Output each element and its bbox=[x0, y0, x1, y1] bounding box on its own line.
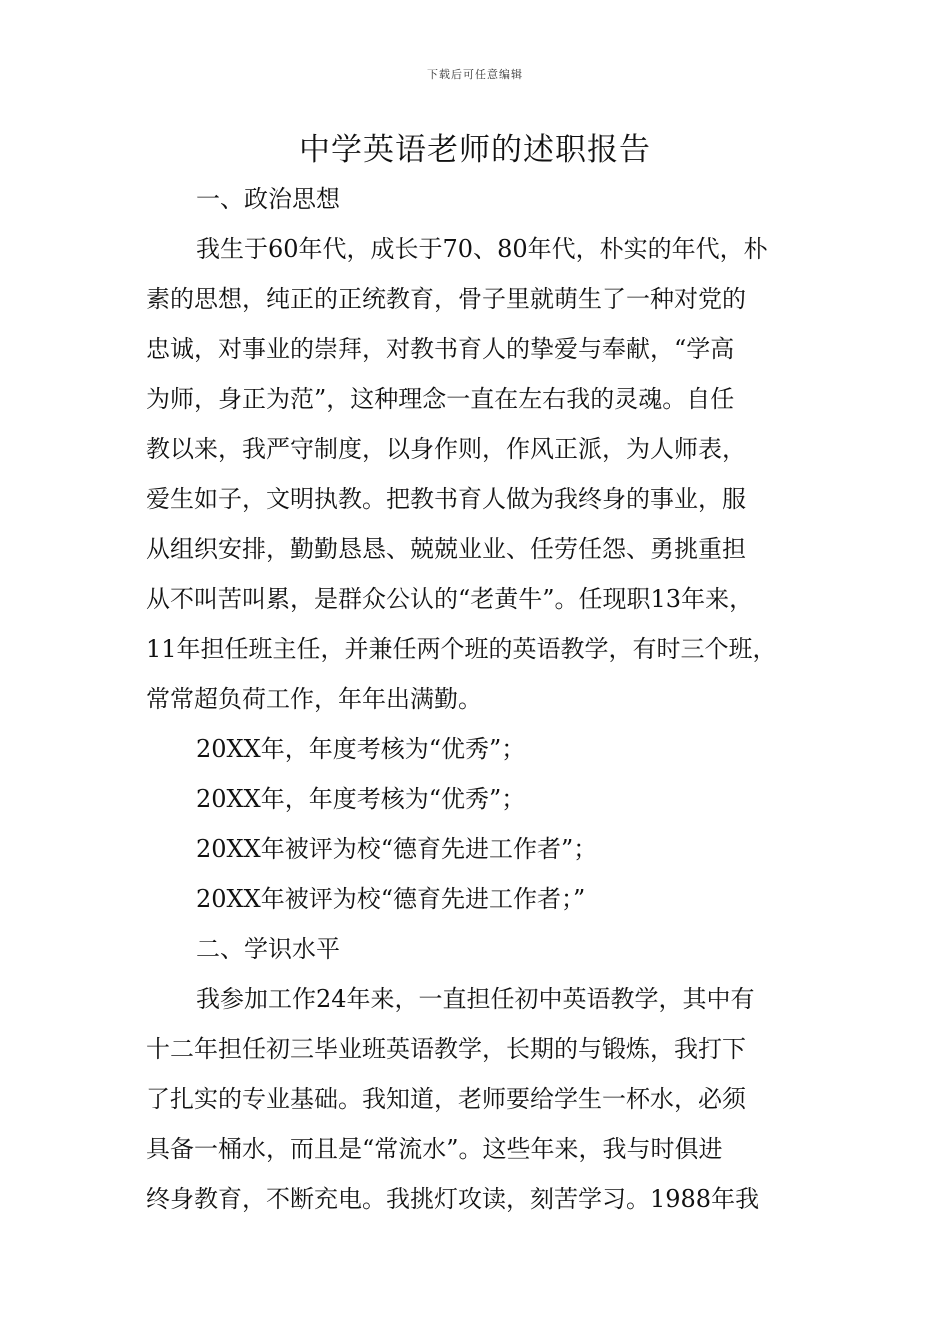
text-line: 二、学识水平 bbox=[196, 935, 340, 963]
text-line: 教以来，我严守制度，以身作则，作风正派，为人师表， bbox=[146, 435, 746, 463]
text-line: 爱生如子，文明执教。把教书育人做为我终身的事业，服 bbox=[146, 485, 746, 513]
text-line: 常常超负荷工作，年年出满勤。 bbox=[146, 685, 482, 713]
text-line: 20XX年被评为校“德育先进工作者；” bbox=[196, 885, 586, 913]
document-title: 中学英语老师的述职报告 bbox=[299, 132, 651, 168]
text-line: 我生于60年代，成长于70、80年代，朴实的年代，朴 bbox=[196, 235, 768, 263]
text-line: 具备一桶水，而且是“常流水”。这些年来，我与时俱进 bbox=[146, 1135, 723, 1163]
text-line: 我参加工作24年来，一直担任初中英语教学，其中有 bbox=[196, 985, 755, 1013]
text-line: 20XX年，年度考核为“优秀”； bbox=[196, 785, 526, 813]
text-line: 从不叫苦叫累，是群众公认的“老黄牛”。任现职13年来， bbox=[146, 585, 754, 613]
text-line: 为师，身正为范”，这种理念一直在左右我的灵魂。自任 bbox=[146, 385, 735, 413]
text-line: 忠诚，对事业的崇拜，对教书育人的挚爱与奉献，“学高 bbox=[146, 335, 735, 363]
header-note: 下载后可任意编辑 bbox=[427, 68, 523, 81]
text-line: 一、政治思想 bbox=[196, 185, 340, 213]
text-line: 素的思想，纯正的正统教育，骨子里就萌生了一种对党的 bbox=[146, 285, 746, 313]
text-line: 了扎实的专业基础。我知道，老师要给学生一杯水，必须 bbox=[146, 1085, 746, 1113]
text-line: 从组织安排，勤勤恳恳、兢兢业业、任劳任怨、勇挑重担 bbox=[146, 535, 746, 563]
text-line: 终身教育，不断充电。我挑灯攻读，刻苦学习。1988年我 bbox=[146, 1185, 760, 1213]
text-line: 20XX年，年度考核为“优秀”； bbox=[196, 735, 526, 763]
text-line: 11年担任班主任，并兼任两个班的英语教学，有时三个班， bbox=[146, 635, 777, 663]
text-line: 20XX年被评为校“德育先进工作者”； bbox=[196, 835, 598, 863]
document-body bbox=[146, 174, 822, 1224]
text-line: 十二年担任初三毕业班英语教学，长期的与锻炼，我打下 bbox=[146, 1035, 746, 1063]
